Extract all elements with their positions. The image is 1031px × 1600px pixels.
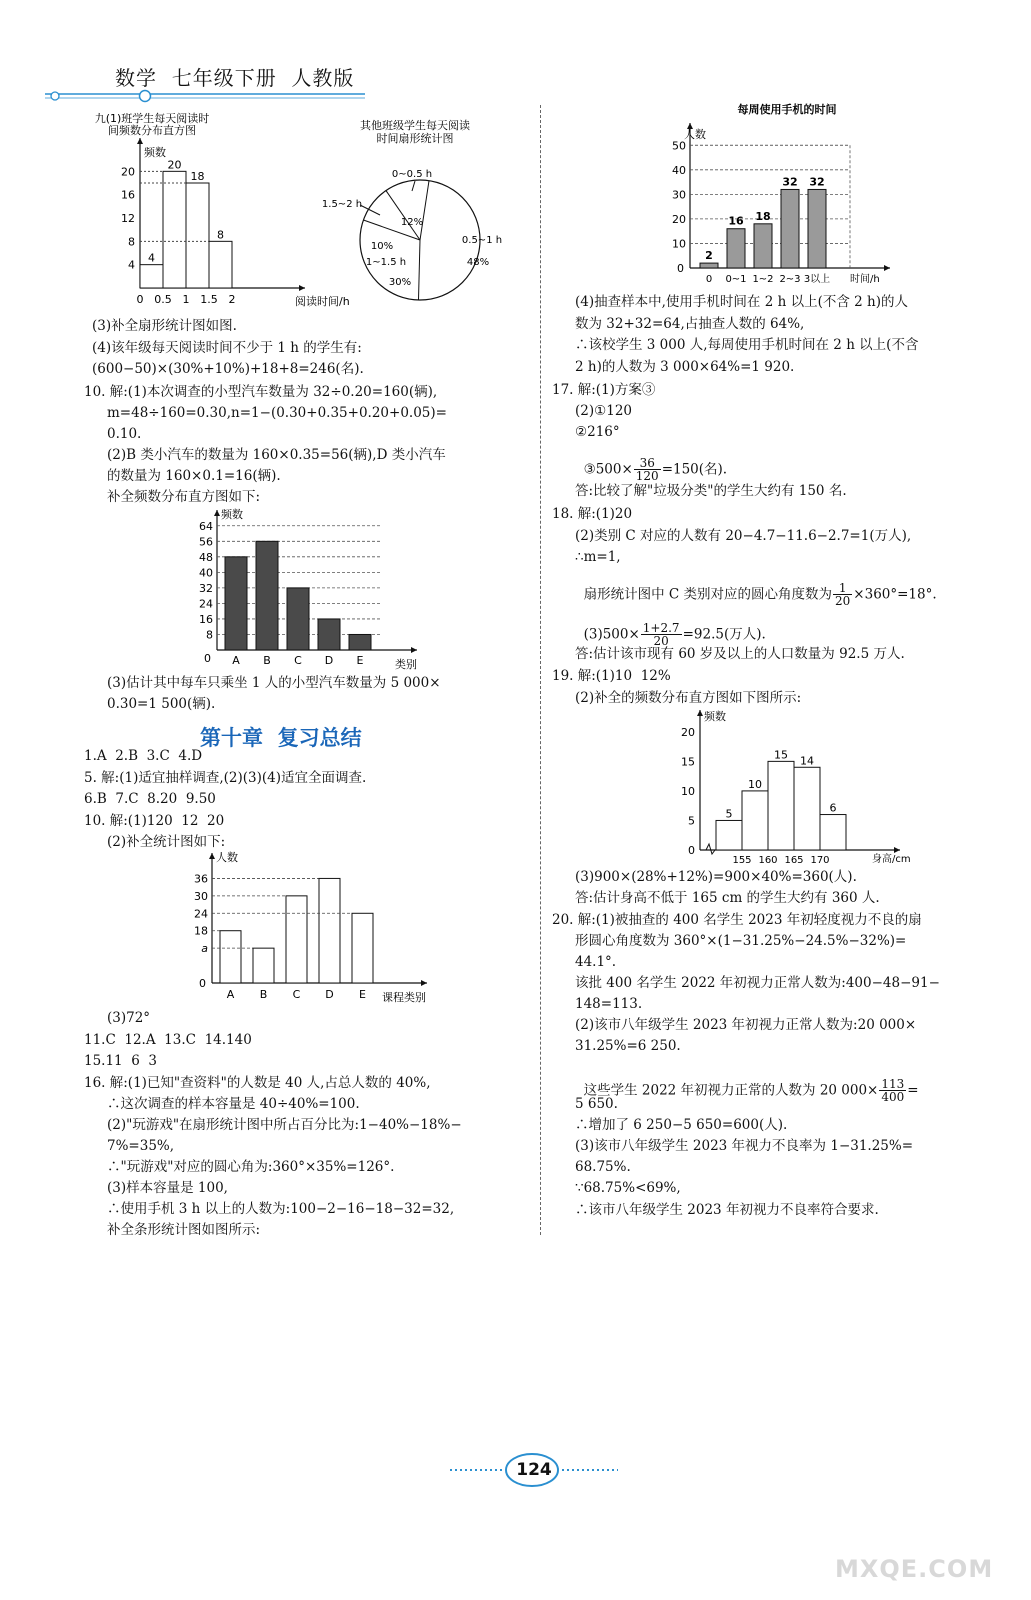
x-tick-label: 2~3 bbox=[779, 274, 801, 285]
bar bbox=[716, 820, 742, 850]
right-line: 18. 解:(1)20 bbox=[552, 506, 633, 522]
bar bbox=[700, 263, 718, 268]
x-tick-label: C bbox=[292, 988, 301, 1001]
chart-car-histogram bbox=[195, 505, 435, 670]
y-axis-label: 人数 bbox=[216, 851, 238, 864]
bar bbox=[286, 896, 307, 983]
bar bbox=[808, 189, 826, 268]
left-line: m=48÷160=0.30,n=1−(0.30+0.35+0.20+0.05)= bbox=[107, 405, 447, 421]
y-tick-label: 40 bbox=[672, 163, 686, 177]
left-line: ∴这次调查的样本容量是 40÷40%=100. bbox=[107, 1096, 360, 1112]
right-line: (2)①120 bbox=[575, 403, 632, 419]
right-line: (3)该市八年级学生 2023 年视力不良率为 1−31.25%= bbox=[575, 1138, 914, 1154]
y-tick-label: 15 bbox=[681, 755, 695, 769]
left-line: 11.C 12.A 13.C 14.140 bbox=[84, 1032, 252, 1048]
x-tick-label: D bbox=[325, 988, 334, 1001]
right-line: ∴该校学生 3 000 人,每周使用手机时间在 2 h 以上(不含 bbox=[575, 337, 919, 353]
data-label: 5 bbox=[725, 807, 733, 821]
left-line: 6.B 7.C 8.20 9.50 bbox=[84, 791, 216, 807]
bar bbox=[781, 189, 799, 268]
left-line: (2)补全统计图如下: bbox=[107, 834, 226, 850]
data-label: 20 bbox=[167, 158, 182, 172]
y-tick-label: 20 bbox=[681, 725, 695, 739]
bar bbox=[163, 171, 186, 288]
x-tick-label: E bbox=[356, 654, 364, 667]
data-label: 10 bbox=[748, 777, 762, 791]
x-tick-label: 0 bbox=[136, 293, 144, 306]
y-tick-label: 40 bbox=[199, 566, 213, 580]
left-line: 0.30=1 500(辆). bbox=[107, 696, 216, 712]
x-axis-label: 时间/h bbox=[850, 274, 880, 285]
y-tick-label: 4 bbox=[128, 258, 135, 272]
data-label: 32 bbox=[782, 175, 798, 189]
left-line: (4)该年级每天阅读时间不少于 1 h 的学生有: bbox=[92, 340, 362, 356]
chart-title-line: 间频数分布直方图 bbox=[108, 124, 196, 137]
left-line: 16. 解:(1)已知"查资料"的人数是 40 人,占总人数的 40%, bbox=[84, 1075, 431, 1091]
right-line: ∵68.75%<69%, bbox=[575, 1180, 681, 1196]
left-line: 0.10. bbox=[107, 426, 142, 442]
x-tick-label: B bbox=[259, 988, 268, 1001]
slice-label: 1.5~2 h bbox=[321, 199, 363, 210]
slice-percent: 12% bbox=[400, 217, 424, 228]
left-line: 的数量为 160×0.1=16(辆). bbox=[107, 468, 281, 484]
x-tick-label: A bbox=[226, 988, 235, 1001]
y-tick-label: 64 bbox=[199, 519, 213, 533]
x-tick-label: 0 bbox=[705, 274, 713, 285]
x-tick-label: 3以上 bbox=[803, 274, 831, 285]
right-line: ∴该市八年级学生 2023 年初视力不良率符合要求. bbox=[575, 1202, 879, 1218]
origin-label: 0 bbox=[677, 262, 684, 275]
y-axis-label: 频数 bbox=[144, 146, 166, 159]
y-tick-label: 30 bbox=[672, 188, 686, 202]
y-tick-label: 16 bbox=[199, 612, 213, 626]
bar bbox=[352, 913, 373, 983]
left-line: (3)补全扇形统计图如图. bbox=[92, 318, 237, 334]
left-line: (600−50)×(30%+10%)+18+8=246(名). bbox=[92, 361, 364, 377]
y-tick-label: a bbox=[201, 942, 208, 956]
y-tick-label: 24 bbox=[194, 907, 208, 921]
right-line: 17. 解:(1)方案③ bbox=[552, 382, 656, 398]
x-tick-label: 1 bbox=[182, 293, 190, 306]
bar bbox=[319, 878, 340, 983]
x-tick-label: 1~2 bbox=[752, 274, 774, 285]
book-header-title: 数学 七年级下册 人教版 bbox=[115, 66, 355, 90]
y-tick-label: 5 bbox=[688, 814, 695, 828]
right-line: 答:估计该市现有 60 岁及以上的人口数量为 92.5 万人. bbox=[575, 646, 905, 662]
x-tick-label: 165 bbox=[784, 855, 804, 866]
data-label: 15 bbox=[774, 748, 788, 762]
left-line: (3)样本容量是 100, bbox=[107, 1180, 228, 1196]
left-line: ∴使用手机 3 h 以上的人数为:100−2−16−18−32=32, bbox=[107, 1201, 455, 1217]
data-label: 6 bbox=[829, 801, 837, 815]
y-axis-label: 频数 bbox=[221, 508, 243, 521]
y-tick-label: 8 bbox=[128, 235, 135, 249]
x-tick-label: 0~1 bbox=[725, 274, 747, 285]
bar bbox=[727, 229, 745, 268]
x-tick-label: 0.5 bbox=[154, 293, 172, 306]
x-tick-label: 160 bbox=[758, 855, 778, 866]
right-line: 数为 32+32=64,占抽查人数的 64%, bbox=[575, 316, 805, 332]
y-axis-label: 频数 bbox=[704, 710, 726, 723]
bar bbox=[256, 541, 278, 650]
x-axis-arrow-icon bbox=[421, 980, 427, 986]
right-line: (4)抽查样本中,使用手机时间在 2 h 以上(不含 2 h)的人 bbox=[575, 294, 908, 310]
slice-label: 0.5~1 h bbox=[461, 235, 503, 246]
right-line: 68.75%. bbox=[575, 1159, 631, 1175]
right-line: 2 h)的人数为 3 000×64%=1 920. bbox=[575, 359, 795, 375]
right-line: ∴m=1, bbox=[575, 549, 621, 565]
right-line: 44.1°. bbox=[575, 954, 617, 970]
left-line: (3)72° bbox=[107, 1010, 151, 1026]
left-line: (2)B 类小汽车的数量为 160×0.35=56(辆),D 类小汽车 bbox=[107, 447, 446, 463]
left-line: 补全条形统计图如图所示: bbox=[107, 1222, 261, 1238]
x-tick-label: 2 bbox=[228, 293, 236, 306]
y-tick-label: 8 bbox=[206, 628, 213, 642]
bar bbox=[220, 931, 241, 983]
slice-label: 1~1.5 h bbox=[365, 257, 407, 268]
x-axis-arrow-icon bbox=[411, 647, 417, 653]
x-axis-arrow-icon bbox=[894, 847, 900, 853]
bar bbox=[768, 761, 794, 850]
x-axis-label: 阅读时间/h bbox=[295, 295, 350, 308]
right-line: 答:比较了解"垃圾分类"的学生大约有 150 名. bbox=[575, 483, 847, 499]
y-axis-arrow-icon bbox=[214, 510, 220, 516]
y-tick-label: 20 bbox=[121, 165, 135, 179]
origin-label: 0 bbox=[688, 844, 695, 857]
data-label: 18 bbox=[755, 209, 771, 223]
bar bbox=[742, 791, 768, 850]
bar bbox=[287, 588, 309, 650]
y-tick-label: 20 bbox=[672, 212, 686, 226]
right-line: 该批 400 名学生 2022 年初视力正常人数为:400−48−91− bbox=[575, 975, 940, 991]
y-tick-label: 30 bbox=[194, 889, 208, 903]
chart-title-line: 时间扇形统计图 bbox=[376, 132, 454, 145]
left-line: (2)"玩游戏"在扇形统计图中所占百分比为:1−40%−18%− bbox=[107, 1117, 462, 1133]
watermark-logo: MXQE.COM bbox=[835, 1555, 994, 1583]
left-line: 5. 解:(1)适宜抽样调查,(2)(3)(4)适宜全面调查. bbox=[84, 770, 367, 786]
x-tick-label: C bbox=[294, 654, 302, 667]
header-decoration bbox=[45, 86, 375, 106]
chart-reading-pie bbox=[320, 115, 510, 315]
data-label: 8 bbox=[217, 228, 224, 242]
bar bbox=[186, 183, 209, 288]
right-line: 20. 解:(1)被抽查的 400 名学生 2023 年初轻度视力不良的扇 bbox=[552, 912, 922, 928]
right-line: ②216° bbox=[575, 424, 620, 440]
right-line: ∴增加了 6 250−5 650=600(人). bbox=[575, 1117, 788, 1133]
left-line: 10. 解:(1)120 12 20 bbox=[84, 813, 225, 829]
right-line: (2)补全的频数分布直方图如下图所示: bbox=[575, 690, 802, 706]
bar bbox=[253, 948, 274, 983]
right-line: (2)类别 C 对应的人数有 20−4.7−11.6−2.7=1(万人), bbox=[575, 528, 912, 544]
left-line: 10. 解:(1)本次调查的小型汽车数量为 32÷0.20=160(辆), bbox=[84, 384, 438, 400]
y-tick-label: 56 bbox=[199, 535, 213, 549]
bar bbox=[140, 265, 163, 288]
slice-percent: 10% bbox=[370, 241, 394, 252]
chart-title-line: 其他班级学生每天阅读 bbox=[360, 119, 470, 132]
answer-line-fraction-q20: 这些学生 2022 年初视力正常的人数为 20 000× $\frac{113}{400}$ = bbox=[583, 1076, 919, 1105]
data-label: 32 bbox=[809, 175, 825, 189]
y-axis-arrow-icon bbox=[209, 853, 215, 859]
chart-title-line: 九(1)班学生每天阅读时 bbox=[94, 112, 210, 125]
y-tick-label: 16 bbox=[121, 188, 135, 202]
x-tick-label: 155 bbox=[732, 855, 752, 866]
data-label: 14 bbox=[800, 754, 814, 768]
y-tick-label: 32 bbox=[199, 581, 213, 595]
column-divider bbox=[540, 105, 541, 1235]
data-label: 18 bbox=[190, 170, 205, 183]
x-tick-label: 1.5 bbox=[200, 293, 218, 306]
bar bbox=[209, 241, 232, 288]
origin-label: 0 bbox=[204, 652, 211, 665]
right-line: 答:估计身高不低于 165 cm 的学生大约有 360 人. bbox=[575, 890, 880, 906]
left-line: 1.A 2.B 3.C 4.D bbox=[84, 748, 203, 764]
y-tick-label: 36 bbox=[194, 872, 208, 886]
bar bbox=[754, 224, 772, 268]
left-line: ∴"玩游戏"对应的圆心角为:360°×35%=126°. bbox=[107, 1159, 395, 1175]
x-tick-label: E bbox=[359, 988, 366, 1001]
y-tick-label: 50 bbox=[672, 139, 686, 153]
y-tick-label: 12 bbox=[121, 212, 135, 225]
header-dot-icon bbox=[51, 92, 59, 100]
right-line: (2)该市八年级学生 2023 年初视力正常人数为:20 000× bbox=[575, 1017, 917, 1033]
chart-course-bar bbox=[190, 848, 440, 1008]
left-line: 7%=35%, bbox=[107, 1138, 175, 1154]
slice-percent: 30% bbox=[388, 277, 412, 288]
answer-line-fraction-q17: ③500× $\frac{36}{120}$ =150(名). bbox=[583, 455, 728, 484]
left-line: (3)估计其中每车只乘坐 1 人的小型汽车数量为 5 000× bbox=[107, 675, 441, 691]
bar bbox=[820, 815, 846, 850]
page-number: 124 bbox=[516, 1460, 552, 1480]
header-dot-icon bbox=[140, 91, 151, 102]
y-axis-arrow-icon bbox=[697, 710, 703, 716]
x-tick-label: B bbox=[263, 654, 271, 667]
right-line: (3)900×(28%+12%)=900×40%=360(人). bbox=[575, 869, 857, 885]
data-label: 4 bbox=[148, 251, 155, 265]
chart-phone-bar bbox=[665, 100, 910, 290]
x-tick-label: A bbox=[232, 654, 240, 667]
bar bbox=[794, 767, 820, 850]
x-axis-arrow-icon bbox=[299, 285, 305, 291]
right-line: 19. 解:(1)10 12% bbox=[552, 668, 671, 684]
chapter-title: 第十章 复习总结 bbox=[200, 725, 362, 750]
x-tick-label: D bbox=[324, 654, 334, 667]
slice-percent: 48% bbox=[466, 257, 490, 268]
x-axis-arrow-icon bbox=[884, 265, 890, 271]
right-line: 5 650. bbox=[575, 1096, 618, 1112]
right-line: 148=113. bbox=[575, 996, 643, 1012]
x-axis-label: 类别 bbox=[395, 658, 417, 671]
y-axis-arrow-icon bbox=[137, 138, 143, 144]
slice-label: 0~0.5 h bbox=[391, 169, 433, 180]
chart-height-histogram bbox=[675, 700, 910, 865]
data-label: 2 bbox=[705, 249, 713, 263]
bar bbox=[318, 619, 340, 650]
axis-break-icon bbox=[706, 844, 715, 854]
right-line: 形圆心角度数为 360°×(1−31.25%−24.5%−32%)= bbox=[575, 933, 907, 949]
bar bbox=[349, 634, 371, 650]
right-line: 31.25%=6 250. bbox=[575, 1038, 681, 1054]
x-tick-label: 170 bbox=[810, 855, 830, 866]
y-tick-label: 24 bbox=[199, 597, 213, 611]
x-axis-label: 课程类别 bbox=[382, 991, 426, 1004]
y-tick-label: 10 bbox=[672, 237, 686, 251]
bar bbox=[225, 557, 247, 650]
y-axis-label: 人数 bbox=[684, 128, 706, 141]
chart-title: 每周使用手机的时间 bbox=[737, 103, 837, 116]
answer-line-fraction-q18a: 扇形统计图中 C 类别对应的圆心角度数为 $\frac{1}{20}$ ×360°=18°. bbox=[583, 580, 937, 609]
x-axis-label: 身高/cm bbox=[872, 854, 911, 865]
y-tick-label: 48 bbox=[199, 550, 213, 564]
left-line: 补全频数分布直方图如下: bbox=[107, 489, 261, 505]
origin-label: 0 bbox=[199, 977, 206, 990]
answer-line-fraction-q18b: (3)500× $\frac{1+2.7}{20}$ =92.5(万人). bbox=[583, 620, 766, 649]
left-line: 15.11 6 3 bbox=[84, 1053, 157, 1069]
y-tick-label: 18 bbox=[194, 924, 208, 938]
data-label: 16 bbox=[728, 214, 744, 228]
y-tick-label: 10 bbox=[681, 784, 695, 798]
